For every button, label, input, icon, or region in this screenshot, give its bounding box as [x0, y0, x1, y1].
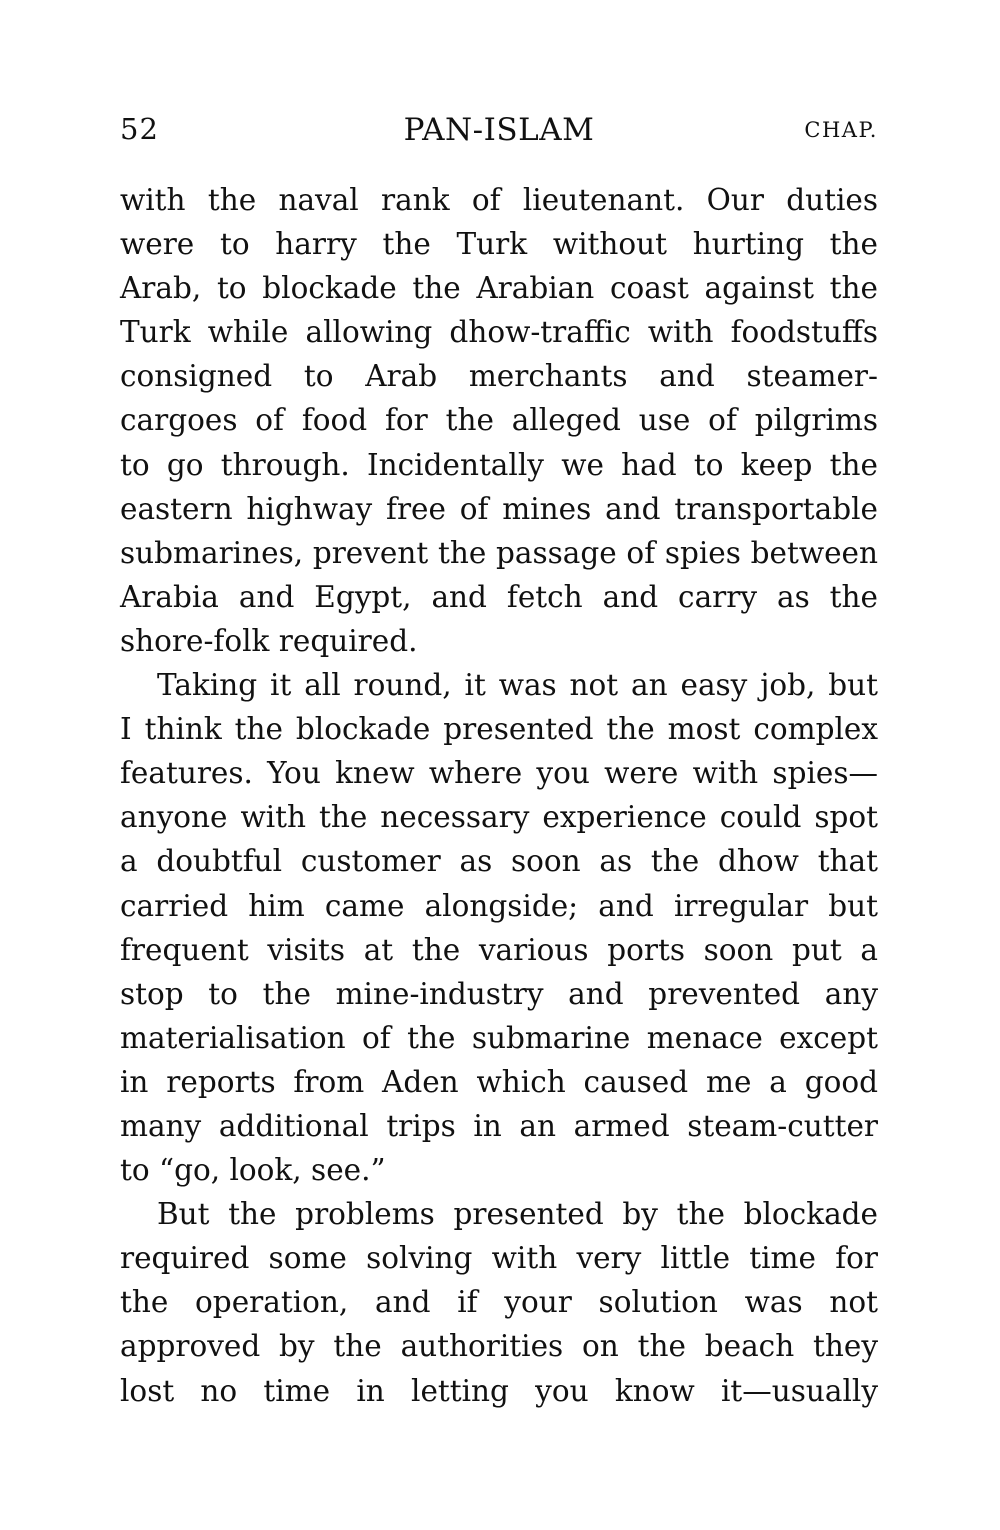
- body-text: [120, 178, 878, 1413]
- text-line: submarines, prevent the passage of spies between: [120, 535, 878, 570]
- text-line: cargoes of food for the alleged use of pilgrims: [120, 403, 878, 438]
- text-line: lost no time in letting you know it—usually: [120, 1373, 878, 1408]
- chapter-label: CHAP.: [804, 118, 878, 142]
- text-line: were to harry the Turk without hurting the: [120, 227, 878, 262]
- text-line: a doubtful customer as soon as the dhow that: [120, 844, 878, 879]
- text-line: required some solving with very little time for: [120, 1241, 878, 1276]
- text-line: frequent visits at the various ports soon put a: [120, 932, 878, 967]
- text-line: Arab, to blockade the Arabian coast against the: [120, 271, 878, 306]
- text-line: the operation, and if your solution was not: [120, 1285, 878, 1320]
- text-line: I think the blockade presented the most complex: [120, 712, 878, 747]
- text-line: to “go, look, see.”: [120, 1153, 386, 1188]
- text-line: features. You knew where you were with spies—: [120, 756, 878, 791]
- text-line: anyone with the necessary experience could spot: [120, 800, 878, 835]
- page-header: [120, 112, 878, 152]
- text-line: eastern highway free of mines and transportable: [120, 491, 878, 526]
- paragraph-1: [120, 178, 878, 663]
- text-line: stop to the mine-industry and prevented any: [120, 976, 878, 1011]
- running-title: PAN-ISLAM: [403, 112, 595, 148]
- text-line: Turk while allowing dhow-traffic with foodstuffs: [120, 315, 878, 350]
- text-line: in reports from Aden which caused me a good: [120, 1064, 878, 1099]
- paragraph-3: [120, 1192, 878, 1412]
- text-line: materialisation of the submarine menace except: [120, 1020, 878, 1055]
- text-line: But the problems presented by the blockade: [157, 1197, 878, 1232]
- text-line: consigned to Arab merchants and steamer-: [120, 359, 878, 394]
- text-line: many additional trips in an armed steam-cutter: [120, 1108, 878, 1143]
- text-line: Arabia and Egypt, and fetch and carry as the: [120, 579, 878, 614]
- text-line: with the naval rank of lieutenant. Our duties: [120, 183, 878, 217]
- page-number: 52: [120, 112, 159, 146]
- text-line: carried him came alongside; and irregular but: [120, 888, 878, 923]
- paragraph-2: [120, 663, 878, 1192]
- text-line: approved by the authorities on the beach they: [120, 1329, 878, 1364]
- text-line: to go through. Incidentally we had to keep the: [120, 447, 878, 482]
- text-line: shore-folk required.: [120, 623, 418, 658]
- text-line: Taking it all round, it was not an easy job, but: [157, 668, 878, 703]
